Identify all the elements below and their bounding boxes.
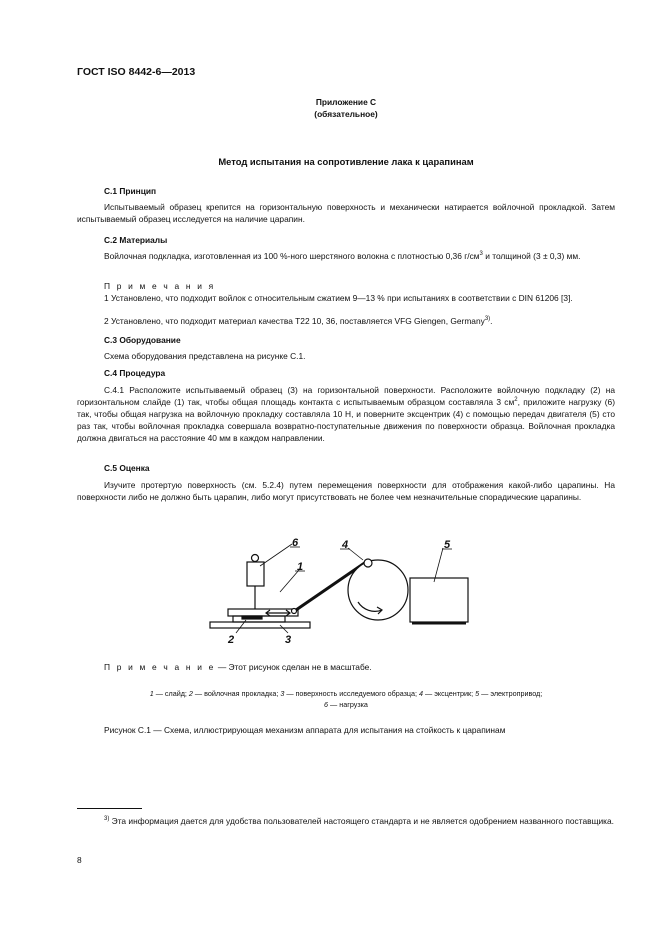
section-c5-heading: С.5 Оценка: [104, 463, 150, 473]
figure-note-text: — Этот рисунок сделан не в масштабе.: [215, 662, 372, 672]
page-number: 8: [77, 855, 82, 865]
base-surface: [210, 622, 310, 628]
legend-num: 6: [324, 700, 329, 709]
section-c2-note2-a: 2 Установлено, что подходит материал качества Т22 10, 36, поставляется VFG Giengen, Germany: [104, 316, 485, 326]
section-c4-text: [77, 384, 615, 444]
method-title: Метод испытания на сопротивление лака к царапинам: [218, 156, 474, 167]
legend-text: — нагрузка: [328, 700, 368, 709]
label-4: 4: [342, 539, 349, 551]
section-c2-note1: 1 Установлено, что подходит войлок с относительным сжатием 9—13 % при испытаниях в соответствии с DIN 61206 [3].: [104, 293, 573, 303]
felt-pad: [242, 616, 262, 619]
legend-num: 4: [419, 689, 424, 698]
rod-pivot: [292, 609, 297, 614]
section-c1-heading: С.1 Принцип: [104, 186, 157, 196]
label-1: 1: [297, 561, 304, 573]
annex-status: (обязательное): [314, 109, 378, 119]
section-c4-sup: 2: [514, 397, 518, 403]
legend-text: — слайд;: [153, 689, 189, 698]
footnote-divider: [77, 808, 142, 809]
section-c2-note2-b: .: [490, 316, 493, 326]
leader-1: [280, 570, 299, 592]
figure-c1-diagram: [200, 530, 520, 660]
section-c3-heading: С.3 Оборудование: [104, 335, 181, 345]
section-c2-sup: 3: [479, 251, 483, 257]
standard-header: ГОСТ ISO 8442-6—2013: [77, 66, 196, 78]
legend-text: — войлочная прокладка;: [192, 689, 281, 698]
legend-num: 2: [188, 689, 193, 698]
legend-text: — эксцентрик;: [423, 689, 476, 698]
section-c2-notes-heading: П р и м е ч а н и я: [104, 281, 216, 291]
label-2: 2: [228, 634, 235, 646]
section-c5-text: Изучите протертую поверхность (см. 5.2.4) путем перемещения поверхности для отображения какой-либо царапины. На поверхности либо не должно быть царапин, либо могут присутствовать не более чем незначительные спорадические царапины.: [77, 480, 615, 502]
legend-num: 1: [149, 689, 154, 698]
label-6: 6: [292, 537, 299, 549]
figure-caption: Рисунок С.1 — Схема, иллюстрирующая механизм аппарата для испытания на стойкость к царапинам: [104, 725, 506, 735]
legend-num: 3: [280, 689, 285, 698]
leader-4: [348, 548, 363, 560]
section-c2-text-b: и толщиной (3 ± 0,3) мм.: [482, 251, 581, 261]
footnote: [77, 815, 615, 827]
section-c2-text: [77, 250, 615, 262]
footnote-text: Эта информация дается для удобства пользователей настоящего стандарта и не является одобрением названного поставщика.: [109, 816, 614, 826]
motor-box: [410, 578, 468, 622]
legend-num: 5: [475, 689, 480, 698]
legend-text: — поверхность исследуемого образца;: [284, 689, 420, 698]
figure-legend: [77, 688, 615, 710]
load-weight: [247, 562, 264, 586]
load-hook: [252, 555, 259, 562]
section-c2-note2-sup: 3): [484, 316, 491, 322]
section-c4-heading: С.4 Процедура: [104, 368, 166, 378]
figure-note: [104, 661, 372, 673]
section-c2-heading: С.2 Материалы: [104, 235, 168, 245]
section-c4-text-b: , приложите нагрузку (6) так, чтобы общая нагрузка на войлочную прокладку составляла 10 Н, и поверните эксцентрик (4) с помощью передач двигателя (5) сто раз так, чтобы войлочная прокладка совершала возвратно-поступательные движения по поверхности образца. Войлочная прокладка должна двигаться на расстояние 40 мм в каждом направлении.: [77, 397, 615, 443]
section-c3-text: Схема оборудования представлена на рисунке С.1.: [104, 351, 306, 361]
annex-title: Приложение С: [315, 97, 377, 107]
footnote-mark: 3): [104, 816, 110, 822]
section-c2-text-a: Войлочная подкладка, изготовленная из 100 %-ного шерстяного волокна с плотностью 0,36 г/см: [104, 251, 480, 261]
section-c4-text-a: С.4.1 Расположите испытываемый образец (3) на горизонтальной поверхности. Расположите войлочную подкладку (2) на горизонтальном слайде (1) так, чтобы общая площадь контакта с испытываемым образцом составляла 3 см: [77, 385, 615, 407]
legend-text: — электропривод;: [479, 689, 543, 698]
section-c1-text: Испытываемый образец крепится на горизонтальную поверхность и механически натирается войлочной прокладкой. Затем испытываемый образец исследуется на наличие царапин.: [77, 202, 615, 224]
label-3: 3: [285, 634, 292, 646]
section-c2-note2: [77, 315, 615, 327]
figure-note-prefix: П р и м е ч а н и е: [104, 662, 216, 672]
leader-6: [260, 544, 292, 566]
leader-5: [434, 548, 443, 582]
eccentric-pin: [364, 559, 372, 567]
label-5: 5: [444, 539, 451, 551]
